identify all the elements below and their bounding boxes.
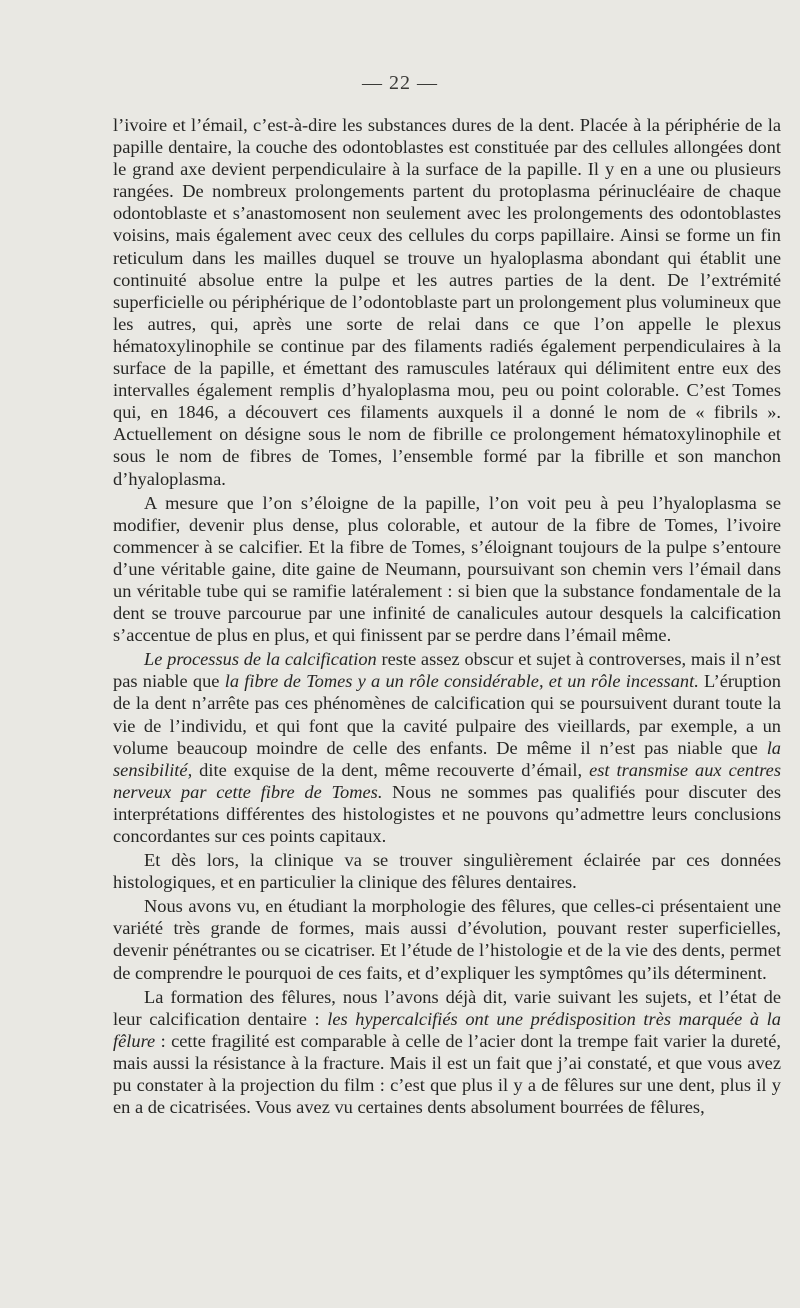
text-run: A mesure que l’on s’éloigne de la papille, l’on voit peu à peu l’hyaloplasma se modifier, devenir plus dense, plus colorable, et autour de la fibre de Tomes, l’ivoire commencer à se calcifier. Et la fibre de Tomes, s’éloignant toujours de la pulpe s’entoure d’une véritable gaine, dite gaine de Neumann, poursuivant son chemin vers l’émail dans un véritable tube qui se ramifie latéralement : si bien que la substance fondamentale de la dent se trouve parcourue par une infinité de canalicules autour desquels la calcification s’accentue de plus en plus, et qui finissent par se perdre dans l’émail même.	[113, 492, 781, 646]
italic-text-run: Le processus de la calcification	[144, 649, 377, 670]
text-run: reste assez obscur et sujet à controverses, mais il n’est pas niable que	[113, 649, 781, 692]
paragraph	[113, 114, 781, 490]
body-text	[113, 114, 781, 1118]
text-run: Et dès lors, la clinique va se trouver singulièrement éclairée par ces données histologiques, et en particulier la clinique des fêlures dentaires.	[113, 850, 781, 893]
italic-text-run: la sensibilité,	[113, 737, 781, 780]
page-number: — 22 —	[362, 72, 438, 94]
text-run: La formation des fêlures, nous l’avons déjà dit, varie suivant les sujets, et l’état de leur calcification dentaire :	[113, 986, 781, 1029]
paragraph	[113, 648, 781, 847]
text-run: l’ivoire et l’émail, c’est-à-dire les substances dures de la dent. Placée à la périphérie de la papille dentaire, la couche des odontoblastes est constituée par des cellules allongées dont le grand axe devient perpendiculaire à la surface de la papille. Il y en a une ou plusieurs rangées. De nombreux prolongements partent du protoplasma périnucléaire de chaque odontoblaste et s’anastomosent non seulement avec les prolongements des odontoblastes voisins, mais également avec ceux des cellules du corps papillaire. Ainsi se forme un fin reticulum dans les mailles duquel se trouve un hyaloplasma abondant qui établit une continuité absolue entre la pulpe et les autres parties de la dent. De l’extrémité superficielle ou périphérique de l’odontoblaste part un prolongement plus volumineux que les autres, qui, après une sorte de relai dans ce que l’on appelle le plexus hématoxylinophile se continue par des filaments radiés également perpendiculaires à la surface de la papille, et émettant des ramuscules latéraux qui délimitent entre eux des intervalles également remplis d’hyaloplasma mou, peu ou point colorable. C’est Tomes qui, en 1846, a découvert ces filaments auxquels il a donné le nom de « fibrils ». Actuellement on désigne sous le nom de fibrille ce prolongement hématoxylinophile et sous le nom de fibres de Tomes, l’ensemble formé par la fibrille et son manchon d’hyaloplasma.	[113, 115, 781, 489]
italic-text-run: les hypercalcifiés ont une prédisposition très marquée à la fêlure	[113, 1008, 781, 1051]
paragraph	[113, 895, 781, 983]
italic-text-run: est transmise aux centres nerveux par cette fibre de Tomes.	[113, 759, 781, 802]
text-run: : cette fragilité est comparable à celle de l’acier dont la trempe fait varier la dureté, mais aussi la résistance à la fracture. Mais il est un fait que j’ai constaté, et que vous avez pu constater à la projection du film : c’est que plus il y a de fêlures sur une dent, plus il y en a de cicatrisées. Vous avez vu certaines dents absolument bourrées de fêlures,	[113, 1030, 781, 1118]
paragraph	[113, 492, 781, 647]
text-run: Nous avons vu, en étudiant la morphologie des fêlures, que celles-ci présentaient une variété très grande de formes, mais aussi d’évolution, pouvant rester superficielles, devenir pénétrantes ou se cicatriser. Et l’étude de l’histologie et de la vie des dents, permet de comprendre le pourquoi de ces faits, et d’expliquer les symptômes qu’ils déterminent.	[113, 896, 781, 983]
paragraph	[113, 986, 781, 1119]
text-run: Nous ne sommes pas qualifiés pour discuter des interprétations différentes des histologistes et ne pouvons qu’admettre leurs conclusions concordantes sur ces points capitaux.	[113, 781, 781, 846]
text-run: L’éruption de la dent n’arrête pas ces phénomènes de calcification qui se poursuivent durant toute la vie de l’individu, et qui font que la cavité pulpaire des vieillards, par exemple, a un volume beaucoup moindre de celle des enfants. De même il n’est pas niable que	[113, 671, 781, 758]
text-run: dite exquise de la dent, même recouverte d’émail,	[192, 759, 590, 780]
paragraph	[113, 849, 781, 893]
italic-text-run: la fibre de Tomes y a un rôle considérable, et un rôle incessant.	[224, 671, 699, 692]
